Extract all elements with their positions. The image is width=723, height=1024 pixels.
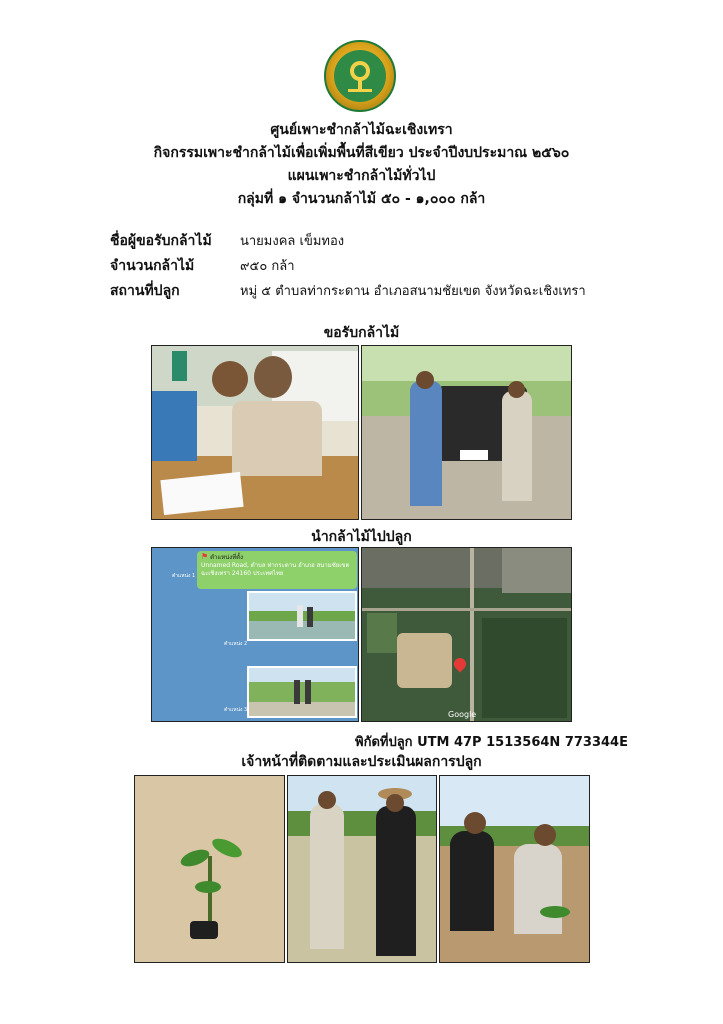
group-title: กลุ่มที่ ๑ จำนวนกล้าไม้ ๕๐ - ๑,๐๐๐ กล้า <box>237 191 486 207</box>
tree-emblem-icon <box>340 56 380 96</box>
map-pin-icon <box>452 656 469 673</box>
flag-icon: ⚑ <box>201 552 209 561</box>
location-label: สถานที่ปลูก <box>110 282 180 299</box>
plan-title: แผนเพาะชำกล้าไม้ทั่วไป <box>287 168 436 184</box>
quantity-value: ๙๕๐ กล้า <box>240 259 295 274</box>
document-header <box>0 119 723 211</box>
field-photo-2 <box>247 666 357 718</box>
field-photo-1 <box>247 591 357 641</box>
photo-seedling <box>134 775 285 963</box>
section-title-receive: ขอรับกล้าไม้ <box>323 325 400 341</box>
map-location-panel <box>151 547 359 722</box>
map-popup-address: Unnamed Road, ตำบล ท่ากระดาน อำเภอ สนามชัยเขต ฉะเชิงเทรา 24160 ประเทศไทย <box>201 562 350 577</box>
photo-field-officers <box>287 775 437 963</box>
quantity-label: จำนวนกล้าไม้ <box>110 257 195 274</box>
utm-coordinates: พิกัดที่ปลูก UTM 47P 1513564N 773344E <box>355 735 628 750</box>
location-row <box>110 278 586 303</box>
map-side-label-3: ตำแหน่ง 3 <box>224 707 248 713</box>
quantity-row <box>110 253 586 278</box>
section-title-planting: นำกล้าไม้ไปปลูก <box>311 529 412 545</box>
location-value: หมู่ ๕ ตำบลท่ากระดาน อำเภอสนามชัยเขต จังหวัดฉะเชิงเทรา <box>240 284 586 299</box>
activity-title: กิจกรรมเพาะชำกล้าไม้เพื่อเพิ่มพื้นที่สีเขียว ประจำปีงบประมาณ ๒๕๖๐ <box>153 145 570 161</box>
section-title-monitoring: เจ้าหน้าที่ติดตามและประเมินผลการปลูก <box>241 754 482 770</box>
photo-signing <box>151 345 359 520</box>
photo-planting-check <box>439 775 590 963</box>
satellite-map <box>361 547 572 722</box>
photo-handover <box>361 345 572 520</box>
center-name: ศูนย์เพาะชำกล้าไม้ฉะเชิงเทรา <box>270 122 453 138</box>
recipient-label: ชื่อผู้ขอรับกล้าไม้ <box>110 232 212 249</box>
recipient-row <box>110 228 586 253</box>
map-popup-title: ตำแหน่งที่ตั้ง <box>210 554 243 561</box>
map-side-label-2: ตำแหน่ง 2 <box>224 641 248 647</box>
map-watermark: Google <box>448 710 477 719</box>
map-side-label-1: ตำแหน่ง 1 <box>172 573 196 579</box>
map-address-popup <box>197 551 357 589</box>
department-seal-logo <box>324 40 396 112</box>
recipient-value: นายมงคล เข็มทอง <box>240 234 345 249</box>
recipient-info <box>110 228 586 303</box>
